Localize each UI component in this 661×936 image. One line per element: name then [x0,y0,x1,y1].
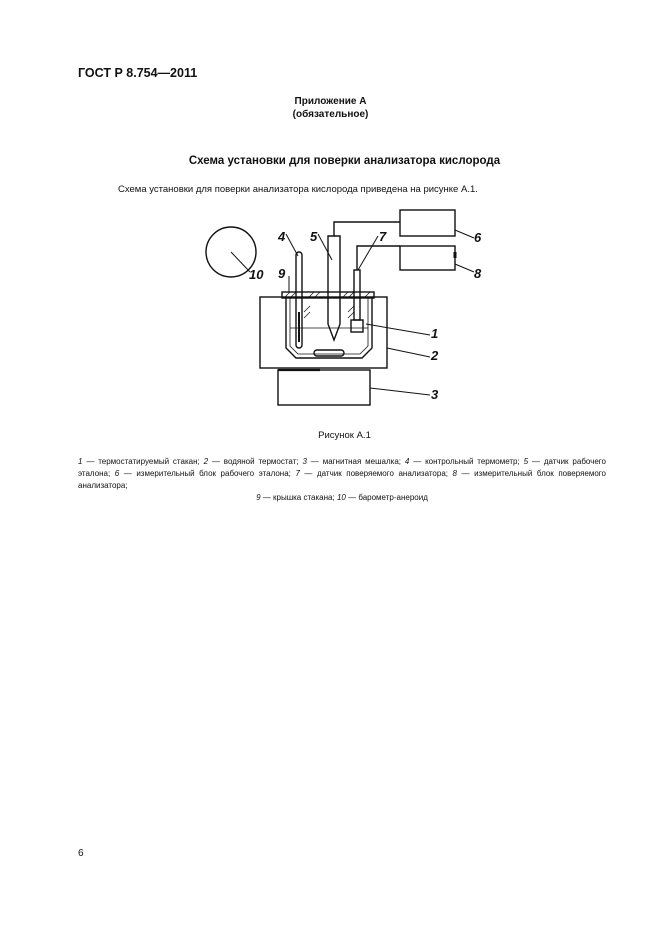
legend-text: барометр-анероид [358,493,428,502]
legend-num: 3 [302,457,307,466]
appendix-title: Приложение А [294,96,367,107]
label-1: 1 [431,326,439,341]
magnetic-stirrer [278,370,370,405]
legend-num: 4 [404,457,410,466]
legend-last-line: 9 — крышка стакана; 10 — барометр-анероид [256,493,428,502]
legend-num: 6 [114,469,120,478]
legend-text: измерительный блок рабочего эталона; [136,469,291,478]
measuring-block-reference [400,210,455,236]
label-4: 4 [278,229,286,244]
label-7: 7 [379,229,387,244]
legend-num: 2 [203,457,209,466]
legend-text: водяной термостат; [223,457,299,466]
label-3: 3 [431,387,439,402]
legend-text: термостатируемый стакан; [98,457,200,466]
document-code: ГОСТ Р 8.754—2011 [78,66,198,80]
legend-num: 9 [256,493,261,502]
legend-num: 8 [452,469,457,478]
legend-num: 5 [523,457,529,466]
legend-text: контрольный термометр; [425,457,520,466]
legend-text: датчик рабочего эталона; [78,457,606,478]
reference-sensor [328,236,340,340]
intro-paragraph: Схема установки для поверки анализатора кислорода приведена на рисунке А.1. [118,184,478,195]
legend-text: датчик поверяемого анализатора; [316,469,448,478]
appendix-status: (обязательное) [292,109,369,120]
figure-legend: 1 — термостатируемый стакан; 2 — водяной термостат; 3 — магнитная мешалка; 4 — контрольный термометр; 5 — датчик рабочего эталона; 6 — измерительный блок рабочего эталона; 7 — датчик поверяемого анализатора; 8 — измерительный блок поверяемого анализатора; 9 — крышка стакана; 10 — барометр-анероид [78,457,606,502]
stirrer-bar [314,350,344,356]
legend-text: измерительный блок поверяемого анализатора; [78,469,606,490]
legend-text: крышка стакана; [273,493,335,502]
label-10: 10 [249,267,264,282]
label-8: 8 [474,266,482,281]
legend-num: 1 [78,457,83,466]
label-5: 5 [310,229,318,244]
legend-text: магнитная мешалка; [322,457,402,466]
measuring-block-analyzer [400,246,455,270]
label-9: 9 [278,266,286,281]
label-6: 6 [474,230,482,245]
analyzer-sensor [354,270,360,320]
page-number: 6 [78,848,84,859]
setup-diagram [190,200,480,415]
legend-num: 10 [336,493,346,502]
label-2: 2 [431,348,439,363]
legend-num: 7 [295,469,300,478]
section-title: Схема установки для поверки анализатора кислорода [188,155,501,167]
figure-caption: Рисунок А.1 [318,430,371,441]
